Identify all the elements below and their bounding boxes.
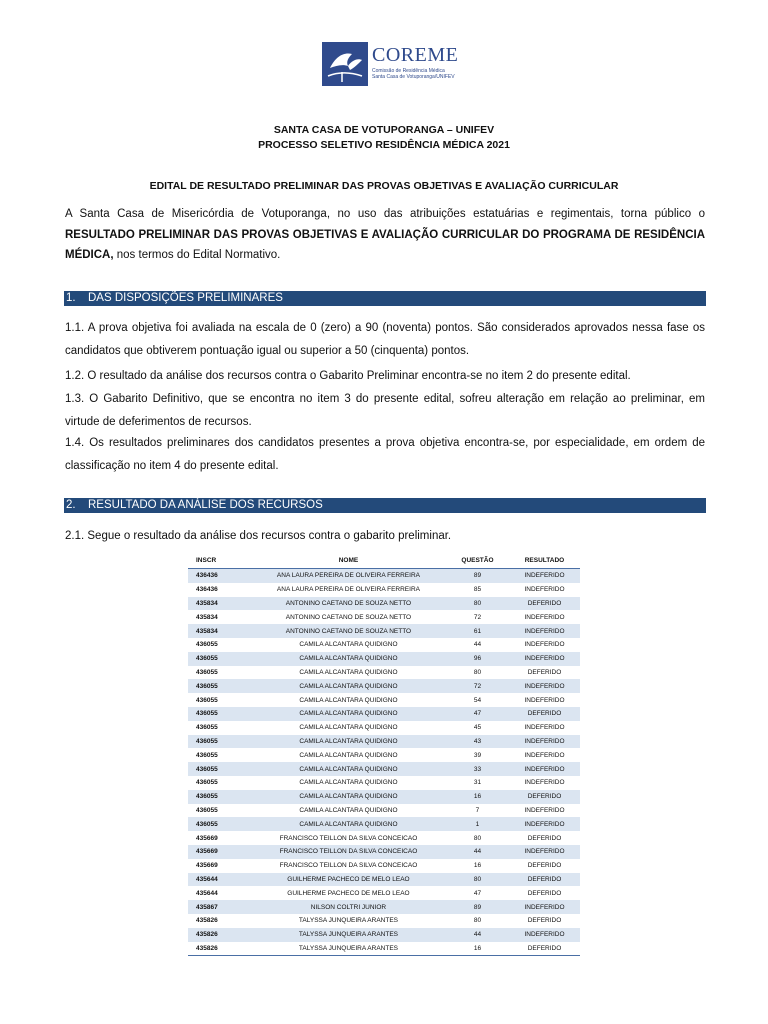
table-row: [188, 569, 580, 583]
cell-questao: 44: [446, 845, 509, 859]
cell-nome: CAMILA ALCANTARA QUIDIGNO: [251, 652, 446, 666]
cell-resultado: DEFERIDO: [527, 834, 562, 842]
cell-questao: 47: [473, 889, 482, 897]
cell-inscr: 435826: [188, 942, 251, 956]
cell-inscr: 436055: [188, 735, 251, 749]
cell-nome: ANTONINO CAETANO DE SOUZA NETTO: [251, 624, 446, 638]
cell-nome: GUILHERME PACHECO DE MELO LEAO: [287, 889, 410, 897]
cell-resultado: INDEFERIDO: [524, 724, 565, 732]
cell-resultado: INDEFERIDO: [509, 624, 580, 638]
cell-resultado: INDEFERIDO: [509, 762, 580, 776]
cell-resultado: DEFERIDO: [509, 790, 580, 804]
table-row: [188, 610, 580, 624]
cell-nome: CAMILA ALCANTARA QUIDIGNO: [251, 735, 446, 749]
cell-questao: 80: [446, 597, 509, 611]
cell-inscr: 436055: [196, 779, 218, 787]
intro-text-before: A Santa Casa de Misericórdia de Votuporanga, no uso das atribuições estatuárias e regimentais, torna público o: [65, 208, 705, 220]
cell-questao: 44: [473, 641, 482, 649]
cell-questao: 31: [473, 779, 482, 787]
section-1-heading: [64, 291, 706, 306]
table-row: [188, 721, 580, 735]
cell-resultado: DEFERIDO: [509, 873, 580, 887]
table-row: [188, 859, 580, 873]
cell-nome: CAMILA ALCANTARA QUIDIGNO: [299, 668, 398, 676]
cell-inscr: 436055: [188, 652, 251, 666]
table-row: [188, 597, 580, 611]
header-line-1: SANTA CASA DE VOTUPORANGA – UNIFEV: [273, 124, 495, 136]
cell-inscr: 436055: [196, 806, 218, 814]
cell-inscr: 436055: [196, 668, 218, 676]
header-resultado: RESULTADO: [509, 552, 580, 569]
cell-inscr: 435669: [196, 834, 218, 842]
cell-resultado: DEFERIDO: [509, 942, 580, 956]
table-row: [188, 583, 580, 597]
cell-questao: 80: [473, 668, 482, 676]
cell-questao: 89: [446, 900, 509, 914]
cell-questao: 96: [446, 652, 509, 666]
cell-inscr: 435867: [188, 900, 251, 914]
cell-nome: TALYSSA JUNQUEIRA ARANTES: [251, 928, 446, 942]
cell-resultado: INDEFERIDO: [524, 696, 565, 704]
cell-inscr: 435826: [196, 917, 218, 925]
cell-nome: TALYSSA JUNQUEIRA ARANTES: [251, 942, 446, 956]
table-row: [188, 845, 580, 859]
cell-questao: 33: [446, 762, 509, 776]
cell-nome: TALYSSA JUNQUEIRA ARANTES: [298, 917, 398, 925]
intro-text-after: nos termos do Edital Normativo.: [113, 249, 281, 261]
document-title: EDITAL DE RESULTADO PRELIMINAR DAS PROVAS OBJETIVAS E AVALIAÇÃO CURRICULAR: [149, 180, 619, 192]
cell-nome: NILSON COLTRI JUNIOR: [251, 900, 446, 914]
cell-resultado: INDEFERIDO: [524, 586, 565, 594]
cell-questao: 43: [446, 735, 509, 749]
cell-inscr: 436055: [188, 790, 251, 804]
cell-resultado: DEFERIDO: [527, 917, 562, 925]
header-line-2: PROCESSO SELETIVO RESIDÊNCIA MÉDICA 2021: [258, 139, 510, 151]
table-row: [188, 831, 580, 845]
table-row: [188, 900, 580, 914]
cell-questao: 80: [473, 834, 482, 842]
cell-inscr: 436055: [188, 762, 251, 776]
cell-questao: 16: [473, 862, 482, 870]
cell-questao: 89: [446, 569, 509, 583]
intro-text-bold: RESULTADO PRELIMINAR DAS PROVAS OBJETIVAS E AVALIAÇÃO CURRICULAR DO PROGRAMA DE RESIDÊNCIA MÉDICA,: [65, 228, 705, 261]
section-2-title: RESULTADO DA ANÁLISE DOS RECURSOS: [88, 499, 323, 511]
cell-questao: 61: [446, 624, 509, 638]
cell-inscr: 436055: [196, 751, 218, 759]
cell-nome: CAMILA ALCANTARA QUIDIGNO: [299, 751, 398, 759]
section-2-heading: [64, 498, 706, 513]
cell-resultado: INDEFERIDO: [509, 735, 580, 749]
table-row: [188, 804, 580, 818]
cell-questao: 45: [473, 724, 482, 732]
cell-nome: CAMILA ALCANTARA QUIDIGNO: [251, 762, 446, 776]
cell-resultado: INDEFERIDO: [524, 641, 565, 649]
cell-resultado: INDEFERIDO: [509, 900, 580, 914]
cell-questao: 39: [473, 751, 482, 759]
appeals-results-table: [188, 552, 580, 956]
table-row: [188, 679, 580, 693]
cell-nome: ANTONINO CAETANO DE SOUZA NETTO: [251, 597, 446, 611]
cell-resultado: DEFERIDO: [509, 707, 580, 721]
cell-inscr: 435644: [188, 873, 251, 887]
header-nome: NOME: [251, 552, 446, 569]
cell-nome: CAMILA ALCANTARA QUIDIGNO: [251, 790, 446, 804]
table-row: [188, 707, 580, 721]
table-row: [188, 652, 580, 666]
table-row: [188, 748, 580, 762]
table-body: [188, 569, 580, 956]
cell-inscr: 436055: [188, 679, 251, 693]
item-1-3: 1.3. O Gabarito Definitivo, que se encontra no item 3 do presente edital, sofreu alteração em relação ao preliminar, em virtude de deferimentos de recursos.: [65, 393, 705, 428]
item-1-4: 1.4. Os resultados preliminares dos candidatos presentes a prova objetiva encontra-se, por especialidade, em ordem de classificação no item 4 do presente edital.: [65, 437, 705, 472]
table-row: [188, 886, 580, 900]
table-row: [188, 928, 580, 942]
table-row: [188, 817, 580, 831]
cell-nome: CAMILA ALCANTARA QUIDIGNO: [251, 817, 446, 831]
coreme-logo: [322, 42, 459, 86]
cell-nome: CAMILA ALCANTARA QUIDIGNO: [299, 779, 398, 787]
table-row: [188, 914, 580, 928]
cell-resultado: DEFERIDO: [527, 889, 562, 897]
header-inscr: INSCR: [188, 552, 251, 569]
cell-questao: 16: [446, 942, 509, 956]
item-1-1: 1.1. A prova objetiva foi avaliada na escala de 0 (zero) a 90 (noventa) pontos. São considerados aprovados nessa fase os candidatos que obtiverem pontuação igual ou superior a 50 (cinquenta) pontos.: [65, 322, 705, 357]
cell-nome: CAMILA ALCANTARA QUIDIGNO: [299, 696, 398, 704]
cell-nome: FRANCISCO TEILLON DA SILVA CONCEICAO: [279, 862, 418, 870]
table-row: [188, 790, 580, 804]
cell-resultado: DEFERIDO: [509, 597, 580, 611]
table-header-row: [188, 552, 580, 569]
intro-paragraph: [65, 204, 705, 266]
cell-questao: 80: [446, 873, 509, 887]
cell-inscr: 435644: [196, 889, 218, 897]
cell-resultado: INDEFERIDO: [524, 751, 565, 759]
cell-questao: 7: [475, 806, 480, 814]
cell-inscr: 435669: [196, 862, 218, 870]
logo-subtitle-2: Santa Casa de Votuporanga/UNIFEV: [372, 74, 455, 80]
cell-questao: 44: [446, 928, 509, 942]
cell-questao: 72: [446, 679, 509, 693]
cell-nome: FRANCISCO TEILLON DA SILVA CONCEICAO: [251, 845, 446, 859]
cell-inscr: 435834: [188, 624, 251, 638]
cell-inscr: 436055: [188, 707, 251, 721]
cell-inscr: 436055: [188, 817, 251, 831]
cell-resultado: INDEFERIDO: [509, 817, 580, 831]
dove-emblem-icon: [322, 42, 368, 86]
cell-inscr: 435826: [188, 928, 251, 942]
cell-questao: 1: [446, 817, 509, 831]
cell-nome: FRANCISCO TEILLON DA SILVA CONCEICAO: [279, 834, 418, 842]
cell-questao: 54: [473, 696, 482, 704]
cell-nome: GUILHERME PACHECO DE MELO LEAO: [251, 873, 446, 887]
item-2-1: 2.1. Segue o resultado da análise dos recursos contra o gabarito preliminar.: [65, 530, 452, 542]
cell-questao: 72: [473, 613, 482, 621]
cell-nome: CAMILA ALCANTARA QUIDIGNO: [299, 806, 398, 814]
table-row: [188, 873, 580, 887]
cell-nome: ANA LAURA PEREIRA DE OLIVEIRA FERREIRA: [276, 586, 420, 594]
cell-questao: 80: [473, 917, 482, 925]
cell-resultado: INDEFERIDO: [509, 652, 580, 666]
cell-inscr: 435834: [196, 613, 218, 621]
table-row: [188, 776, 580, 790]
cell-resultado: DEFERIDO: [527, 668, 562, 676]
cell-nome: CAMILA ALCANTARA QUIDIGNO: [251, 707, 446, 721]
section-1-number: 1.: [66, 292, 76, 304]
cell-resultado: INDEFERIDO: [524, 613, 565, 621]
cell-inscr: 436436: [188, 569, 251, 583]
cell-nome: CAMILA ALCANTARA QUIDIGNO: [299, 724, 398, 732]
section-1-title: DAS DISPOSIÇÕES PRELIMINARES: [88, 292, 283, 304]
cell-nome: ANA LAURA PEREIRA DE OLIVEIRA FERREIRA: [251, 569, 446, 583]
cell-nome: ANTONINO CAETANO DE SOUZA NETTO: [285, 613, 412, 621]
cell-questao: 85: [473, 586, 482, 594]
logo-brand: COREME: [372, 44, 459, 66]
cell-nome: CAMILA ALCANTARA QUIDIGNO: [251, 679, 446, 693]
table-row: [188, 638, 580, 652]
cell-inscr: 436055: [196, 696, 218, 704]
cell-inscr: 436055: [196, 641, 218, 649]
cell-inscr: 436055: [196, 724, 218, 732]
cell-resultado: INDEFERIDO: [509, 569, 580, 583]
cell-inscr: 436436: [196, 586, 218, 594]
cell-questao: 47: [446, 707, 509, 721]
table-row: [188, 735, 580, 749]
table-row: [188, 942, 580, 956]
cell-resultado: INDEFERIDO: [509, 679, 580, 693]
cell-nome: CAMILA ALCANTARA QUIDIGNO: [299, 641, 398, 649]
section-2-number: 2.: [66, 499, 76, 511]
header-questao: QUESTÃO: [446, 552, 509, 569]
logo-subtitle-1: Comissão de Residência Médica: [372, 68, 445, 74]
cell-resultado: INDEFERIDO: [509, 928, 580, 942]
table-row: [188, 666, 580, 680]
cell-resultado: DEFERIDO: [527, 862, 562, 870]
table-row: [188, 693, 580, 707]
cell-questao: 16: [446, 790, 509, 804]
cell-resultado: INDEFERIDO: [509, 845, 580, 859]
cell-resultado: INDEFERIDO: [524, 806, 565, 814]
cell-inscr: 435669: [188, 845, 251, 859]
cell-inscr: 435834: [188, 597, 251, 611]
table-row: [188, 624, 580, 638]
table-row: [188, 762, 580, 776]
cell-resultado: INDEFERIDO: [524, 779, 565, 787]
item-1-2: 1.2. O resultado da análise dos recursos contra o Gabarito Preliminar encontra-se no item 2 do presente edital.: [65, 370, 631, 382]
